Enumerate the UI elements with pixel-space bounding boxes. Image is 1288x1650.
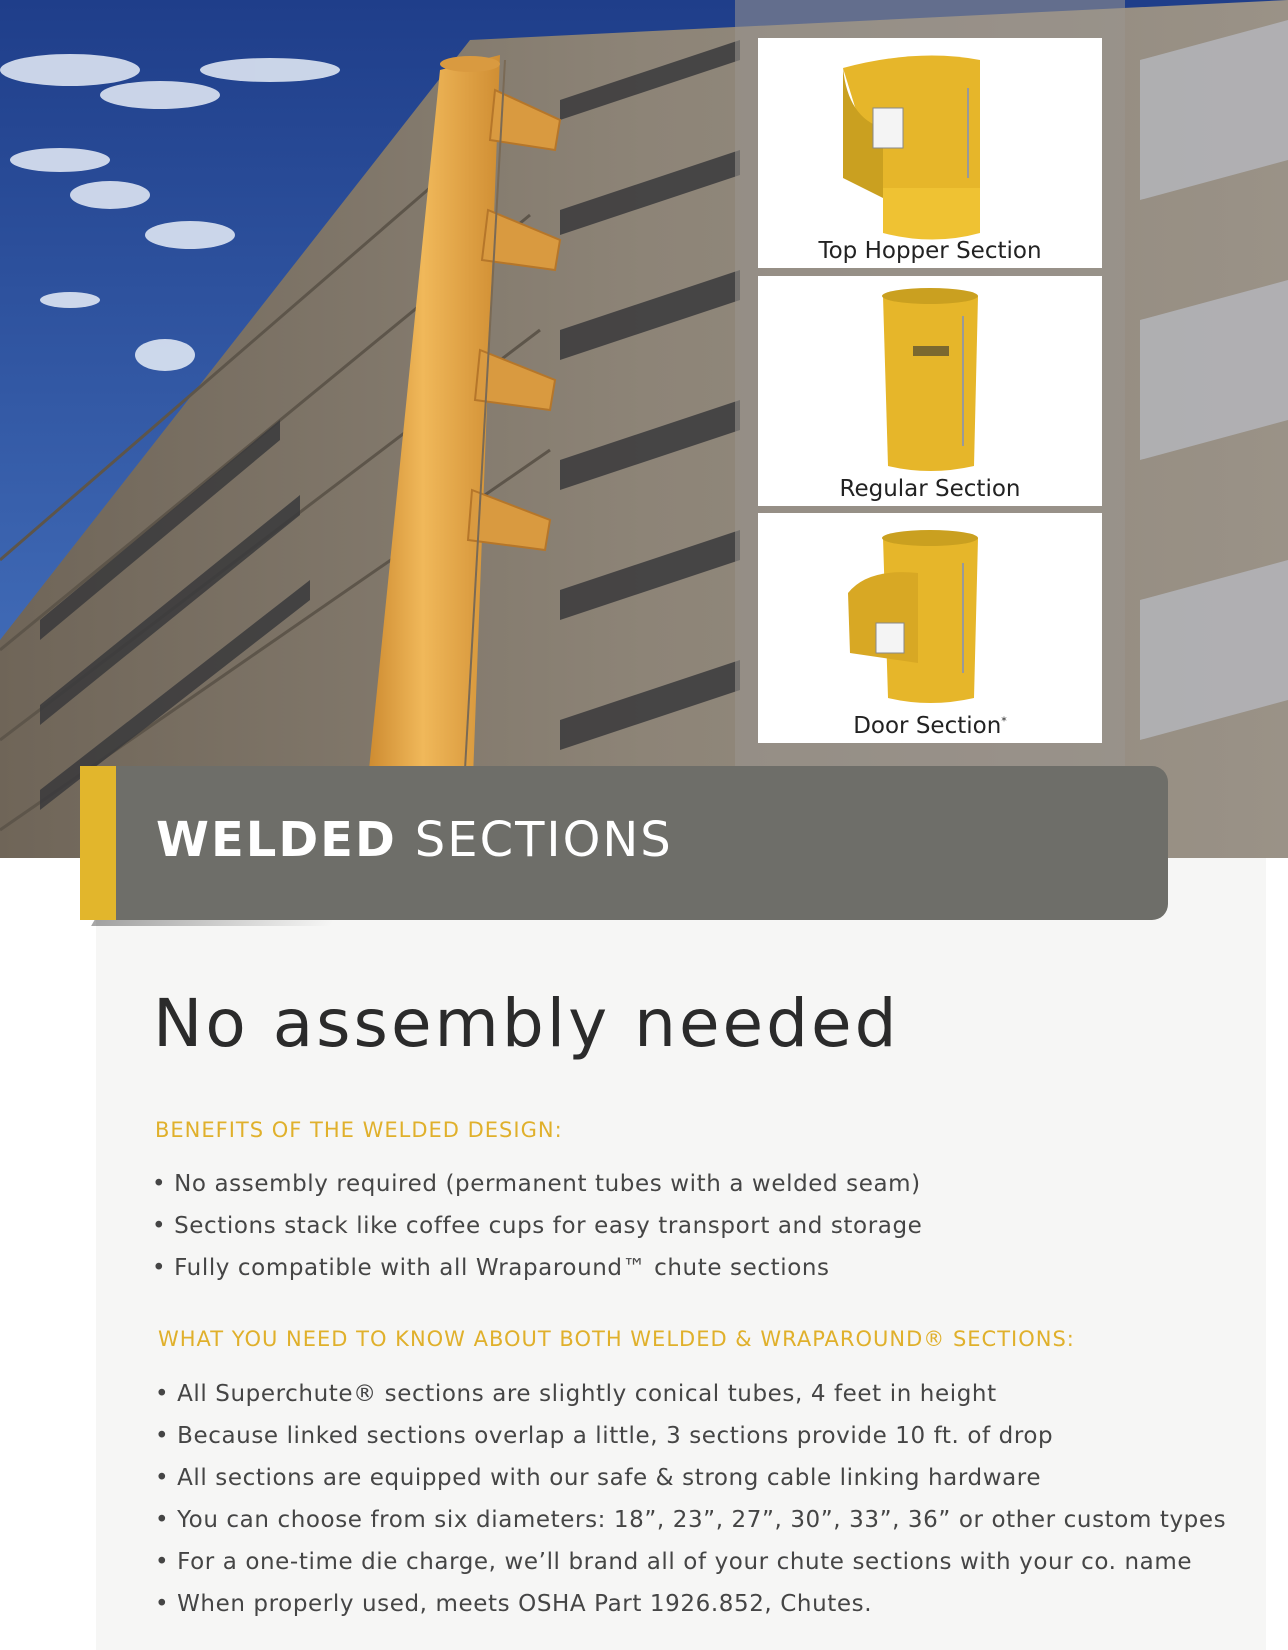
card-caption: Door Section* — [853, 713, 1007, 739]
regular-section-card — [758, 276, 1102, 506]
asterisk-mark: * — [1001, 714, 1007, 728]
card-caption: Top Hopper Section — [818, 238, 1042, 264]
list-item: • You can choose from six diameters: 18”, 23”, 27”, 30”, 33”, 36” or other custom types — [155, 1507, 1227, 1533]
know-heading: WHAT YOU NEED TO KNOW ABOUT BOTH WELDED & WRAPAROUND® SECTIONS: — [158, 1327, 1075, 1351]
benefits-heading: BENEFITS OF THE WELDED DESIGN: — [155, 1118, 563, 1142]
banner-accent — [80, 766, 116, 920]
card-caption: Regular Section — [839, 476, 1021, 502]
top-hopper-card — [758, 38, 1102, 268]
list-item: • Because linked sections overlap a little, 3 sections provide 10 ft. of drop — [155, 1423, 1054, 1449]
list-item: • Fully compatible with all Wraparound™ chute sections — [152, 1255, 830, 1281]
know-list — [155, 1373, 1226, 1625]
top-hopper-section-image — [758, 38, 1102, 268]
door-section-image — [758, 513, 1102, 743]
list-item: • For a one-time die charge, we’ll brand all of your chute sections with your co. name — [155, 1549, 1193, 1575]
banner-title — [156, 812, 673, 868]
section-banner — [80, 766, 1168, 920]
list-item: • All Superchute® sections are slightly conical tubes, 4 feet in height — [155, 1381, 997, 1407]
list-item: • When properly used, meets OSHA Part 1926.852, Chutes. — [155, 1591, 873, 1617]
list-item: • Sections stack like coffee cups for easy transport and storage — [152, 1213, 923, 1239]
benefits-list — [152, 1163, 922, 1289]
list-item: • All sections are equipped with our safe & strong cable linking hardware — [155, 1465, 1042, 1491]
banner-title-light: SECTIONS — [414, 812, 673, 868]
door-section-card — [758, 513, 1102, 743]
page-headline: No assembly needed — [153, 985, 900, 1062]
banner-title-bold: WELDED — [156, 812, 397, 868]
regular-section-image — [758, 276, 1102, 506]
list-item: • No assembly required (permanent tubes with a welded seam) — [152, 1171, 921, 1197]
